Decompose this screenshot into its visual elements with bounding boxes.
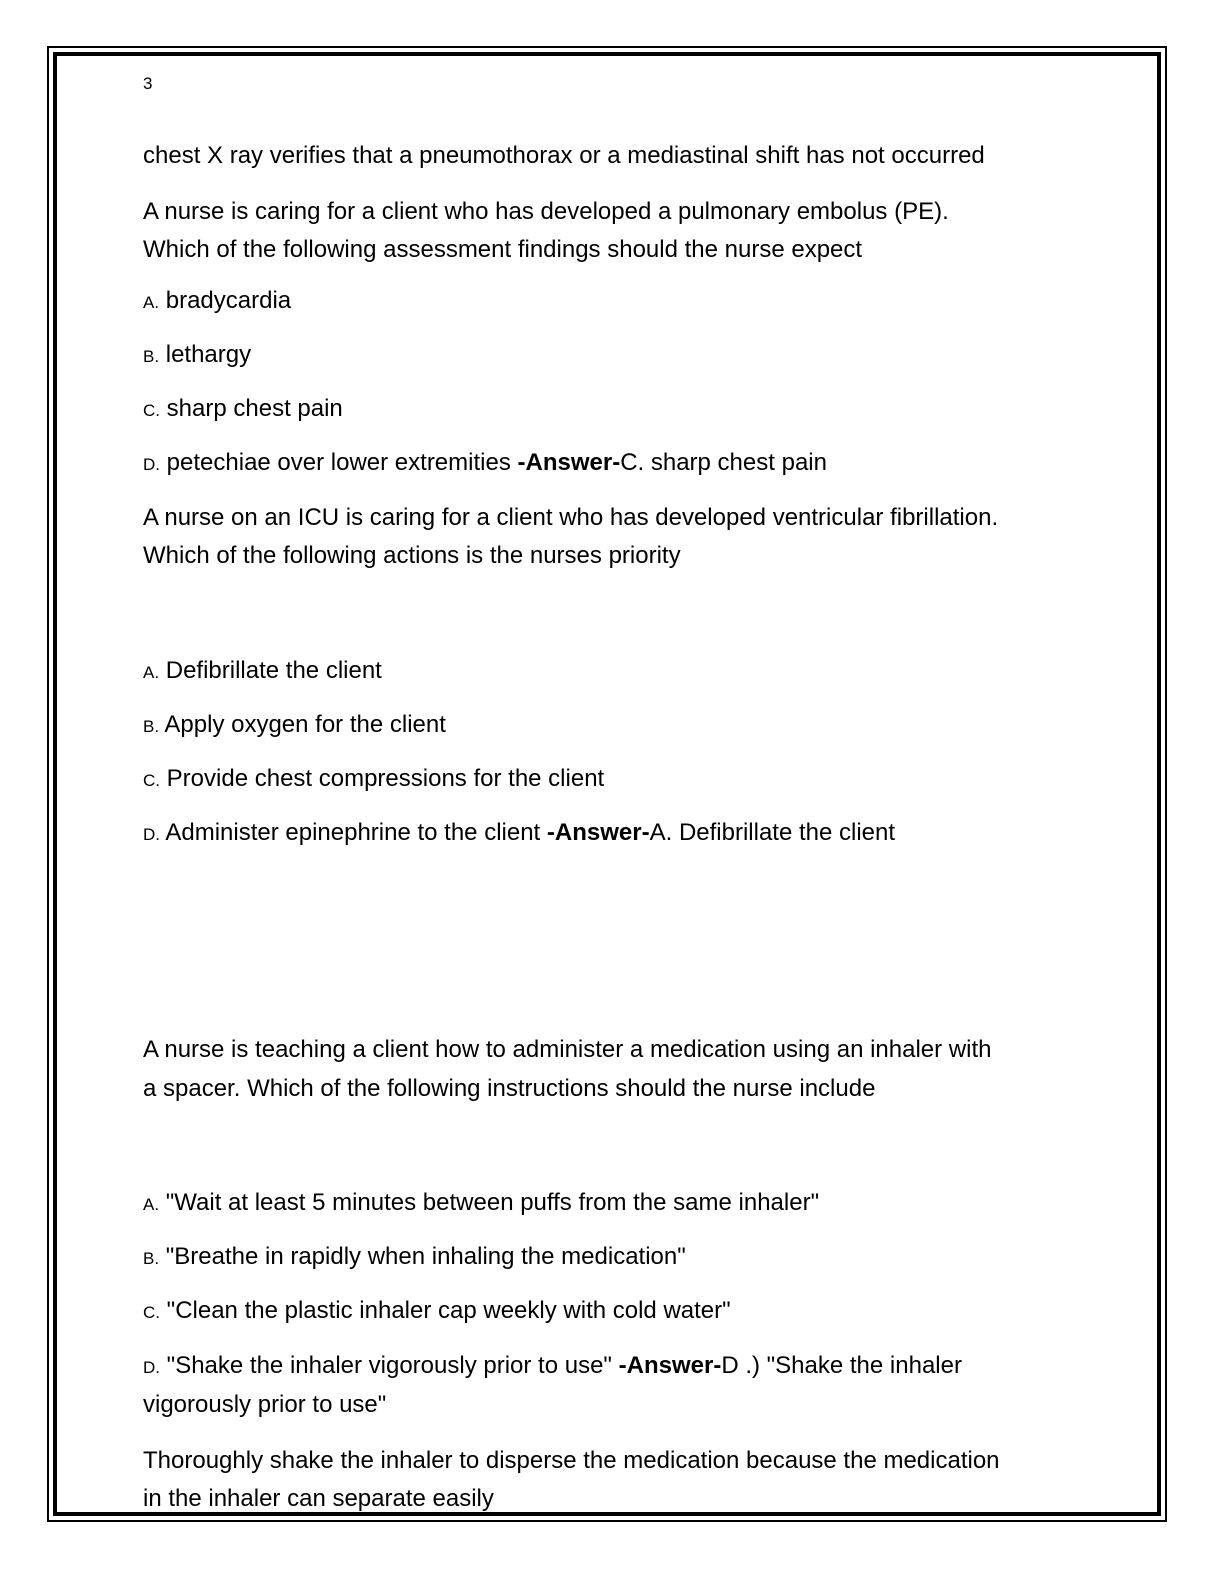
option-text: Defibrillate the client [165, 657, 382, 684]
option-letter: A. [143, 1195, 160, 1214]
option-letter: D. [143, 1358, 160, 1377]
option-text: lethargy [165, 341, 252, 368]
q1-option-b [143, 336, 251, 376]
q3-option-c [143, 1292, 731, 1332]
q1-option-d [143, 444, 827, 484]
answer-label: -Answer- [618, 1352, 722, 1379]
q1-option-a [143, 282, 291, 322]
q3-stem-line2: a spacer. Which of the following instructions should the nurse include [143, 1075, 876, 1102]
option-text: "Breathe in rapidly when inhaling the medication" [165, 1243, 686, 1270]
option-letter: C. [143, 771, 160, 790]
page-number: 3 [143, 74, 153, 93]
option-text: "Wait at least 5 minutes between puffs from the same inhaler" [165, 1189, 820, 1216]
q3-rationale-line2: in the inhaler can separate easily [143, 1485, 494, 1512]
option-letter: C. [143, 1303, 160, 1322]
option-text: "Shake the inhaler vigorously prior to use" [166, 1352, 619, 1379]
q3-rationale-line1: Thoroughly shake the inhaler to disperse the medication because the medication [143, 1447, 1000, 1474]
answer-label: -Answer- [517, 449, 621, 476]
answer-text: A. Defibrillate the client [649, 819, 896, 846]
q3-option-a [143, 1184, 819, 1224]
option-letter: B. [143, 1249, 160, 1268]
option-text: Provide chest compressions for the client [166, 765, 605, 792]
option-text: Administer epinephrine to the client [165, 819, 547, 846]
q3-option-d [143, 1347, 962, 1387]
q3-answer-line2: vigorously prior to use" [143, 1391, 387, 1418]
option-letter: D. [143, 825, 160, 844]
q1-stem-line1: A nurse is caring for a client who has developed a pulmonary embolus (PE). [143, 198, 949, 225]
q3-stem-line1: A nurse is teaching a client how to administer a medication using an inhaler with [143, 1036, 992, 1063]
option-letter: A. [143, 663, 160, 682]
q2-option-a [143, 652, 382, 692]
q1-stem-line2: Which of the following assessment findings should the nurse expect [143, 236, 863, 263]
q1-option-c [143, 390, 343, 430]
answer-text: D .) "Shake the inhaler [721, 1352, 962, 1379]
option-letter: A. [143, 293, 160, 312]
option-letter: C. [143, 401, 160, 420]
q2-option-b [143, 706, 446, 746]
q2-option-d [143, 814, 895, 854]
answer-text: C. sharp chest pain [620, 449, 827, 476]
option-text: Apply oxygen for the client [164, 711, 446, 738]
option-text: "Clean the plastic inhaler cap weekly with cold water" [166, 1297, 731, 1324]
option-letter: D. [143, 455, 160, 474]
option-text: petechiae over lower extremities [166, 449, 518, 476]
q3-option-b [143, 1238, 686, 1278]
answer-label: -Answer- [546, 819, 650, 846]
q2-stem-line2: Which of the following actions is the nurses priority [143, 542, 681, 569]
q2-stem-line1: A nurse on an ICU is caring for a client who has developed ventricular fibrillation. [143, 504, 999, 531]
option-text: bradycardia [165, 287, 292, 314]
option-text: sharp chest pain [166, 395, 343, 422]
option-letter: B. [143, 717, 160, 736]
option-letter: B. [143, 347, 160, 366]
q2-option-c [143, 760, 604, 800]
continuation-text: chest X ray verifies that a pneumothorax or a mediastinal shift has not occurred [143, 142, 985, 169]
